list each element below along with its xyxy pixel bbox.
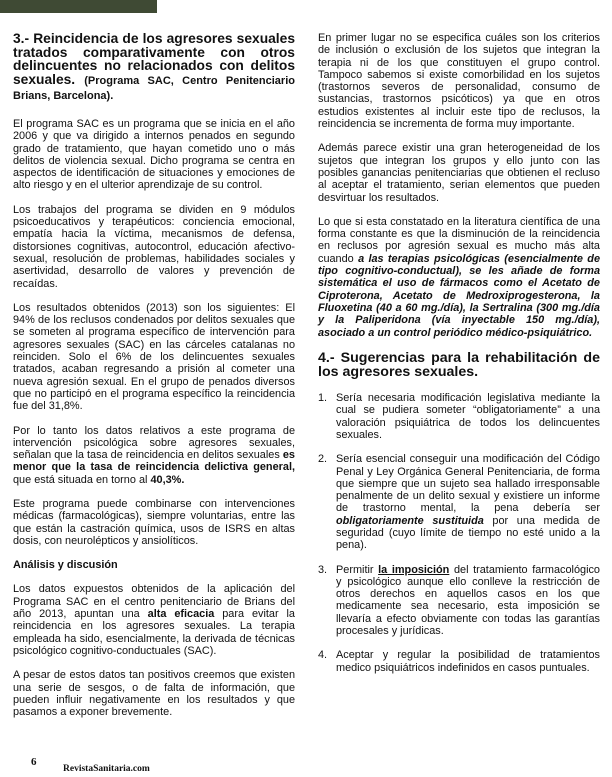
left-column <box>13 32 295 730</box>
list-text: del tratamiento farmacológico y psicológico aunque ello conlleve la restricción de otros derechos en aquellos casos en los que medicamente sea necesario, esta imposición se llevaría a efecto obviamente con todas las garantías procesales y jurídicas. <box>336 563 600 638</box>
site-footer: RevistaSanitaria.com <box>63 764 150 774</box>
text-run: Los datos expuestos obtenidos de la aplicación del Programa SAC en el centro penitenciario de Brians del año 2013, apuntan una <box>13 583 295 621</box>
section-3-title: 3.- Reincidencia de los agresores sexuales tratados comparativamente con otros delincuentes no relacionados con delitos sexuales. <box>13 31 295 87</box>
paragraph: Este programa puede combinarse con intervenciones médicas (farmacológicas), siempre voluntarias, entre las que están la castración química, usos de ISRS en altas dosis, con neurolépticos y ansiolíticos. <box>13 497 295 547</box>
bold-italic-text: obligatoriamente sustituida <box>336 514 484 527</box>
section-3-note: (Programa SAC, Centro Penitenciario Brians, Barcelona). <box>13 74 295 103</box>
list-item <box>318 392 600 441</box>
list-number: 3. <box>318 563 328 576</box>
paragraph <box>318 216 600 339</box>
paragraph <box>13 425 295 486</box>
bold-italic-text: a las terapias psicológicas (esencialmente de tipo cognitivo-conductual), se les añade de forma sistemática el uso de fármacos como el Acetato de Ciproterona, Acetato de Medroxiprogesterona, la Fluoxetina (40 a 60 mg./día), la Sertralina (300 mg./día y la Paliperidona (vía inyectable 150 mg./día), asociado a un control periódico médico-psiquiátrico. <box>318 252 601 339</box>
text-run: Por lo tanto los datos relativos a este programa de intervención psicológica sobre agresores sexuales, señalan que la tasa de reincidencia en delitos sexuales <box>13 424 295 462</box>
paragraph: Además parece existir una gran heterogeneidad de los sujetos que integran los grupos y ello junto con las posibles ganancias penitenciarias que obtienen el recluso al aceptar el tratamiento, serian elementos que pueden desvirtuar los resultados. <box>318 142 600 204</box>
underlined-bold-text: la imposición <box>378 563 450 576</box>
list-number: 2. <box>318 453 328 466</box>
list-number: 1. <box>318 392 328 405</box>
section-4-heading: 4.- Sugerencias para la rehabilitación de los agresores sexuales. <box>318 349 600 381</box>
bold-text: 40,3%. <box>150 473 185 486</box>
list-item <box>318 649 600 674</box>
section-3-heading <box>13 32 295 104</box>
list-text: Permitir <box>336 563 374 576</box>
list-text: por una medida de seguridad (cuyo límite de tiempo no esté unido a la pena). <box>336 514 601 552</box>
list-text: Aceptar y regular la posibilidad de tratamientos medico psiquiátricos indefinidos en casos puntuales. <box>336 649 600 674</box>
paragraph: En primer lugar no se especifica cuáles son los criterios de inclusión o exclusión de los sujetos que integran la terapia ni de los que constituyen el grupo control. Tampoco sabemos si existe comorbilidad en los sujetos (trastornos severos de personalidad, consumo de sustancias, trastornos psicóticos) ya que en otros estudios existentes al incluir este tipo de reclusos, la reincidencia se incrementa de forma muy importante. <box>318 32 600 131</box>
text-run: para evitar la reincidencia en los agresores sexuales. La terapia empleada ha sido, esencialmente, la derivada de técnicas psicológico cognitivo-conductuales (SAC). <box>13 608 295 657</box>
right-column <box>318 32 600 686</box>
list-text: Sería necesaria modificación legislativa mediante la cual se pudiera someter “obligatoriamente” a una valoración psiquiátrica de todos los delincuentes sexuales. <box>336 392 600 441</box>
list-number: 4. <box>318 649 328 662</box>
bold-text: alta eficacia <box>147 608 215 621</box>
text-run: que está situada en torno al <box>13 473 148 486</box>
paragraph: El programa SAC es un programa que se inicia en el año 2006 y que va dirigido a internos penados en segundo grado de tratamiento, que hayan cometido uno o más delitos de violencia sexual. Dicho programa se centra en aspectos de identificación de situaciones y emociones de alto riesgo y en el ulterior aprendizaje de su control. <box>13 117 295 192</box>
header-color-bar <box>0 0 157 13</box>
subheading: Análisis y discusión <box>13 559 118 572</box>
bold-text: es menor que la tasa de reincidencia delictiva general, <box>13 449 295 474</box>
list-text: Sería esencial conseguir una modificación del Código Penal y Ley Orgánica General Penitenciaria, de forma que siempre que un sujeto sea hallado irresponsable penalmente de un delito sexual y existiere un informe de trastorno mental, la pena debería ser <box>336 453 600 515</box>
list-item <box>318 564 600 638</box>
paragraph <box>13 583 295 657</box>
page-number: 6 <box>31 756 37 768</box>
paragraph: A pesar de estos datos tan positivos creemos que existen una serie de sesgos, o de falta de información, que pueden influir negativamente en los resultados y que pasamos a exponer brevemente. <box>13 669 295 719</box>
paragraph: Los resultados obtenidos (2013) son los siguientes: El 94% de los reclusos condenados por delitos sexuales que se someten al programa específico de intervención para agresores sexuales (SAC) en las cárceles catalanas no reinciden. Solo el 6% de los delincuentes sexuales tratados, acaban regresando a prisión al cometer una nueva agresión sexual. En el grupo de penados diversos que no participó en el programa específico la reincidencia fue del 31,8%. <box>13 301 295 413</box>
list-item <box>318 453 600 551</box>
text-run: Lo que si esta constatado en la literatura científica de una forma constante es que la disminución de la reincidencia en reclusos por agresión sexual es mucho más alta cuando <box>318 215 600 265</box>
suggestions-list <box>318 392 600 674</box>
paragraph: Los trabajos del programa se dividen en 9 módulos psicoeducativos y terapéuticos: conciencia emocional, empatía hacia la víctima, mecanismos de defensa, distorsiones cognitivas, autocontrol, educación afectivo-sexual, resolución de problemas, habilidades sociales y asertividad, desarrollo de valores y prevención de recaídas. <box>13 203 295 290</box>
